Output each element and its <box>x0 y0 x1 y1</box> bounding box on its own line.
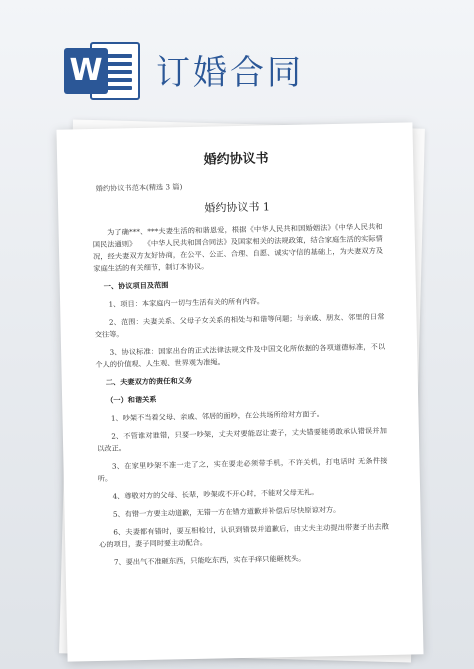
paragraph: 3、协议标准：国家出台的正式法律法规文件及中国文化所依据的各项道德标准，不以个人的价值观、人生观、世界观为准绳。 <box>95 341 386 370</box>
document-content <box>91 151 390 575</box>
paragraph: 5、有错一方要主动道歉，无错一方在错方道歉并补偿后尽快原谅对方。 <box>112 504 341 519</box>
paragraph: 6、夫妻都有错时，要互相检讨，认识到错误并道歉后，由丈夫主动提出带妻子出去散心的项目，妻子同时要主动配合。 <box>99 521 389 549</box>
section-heading: （一）和谐关系 <box>106 394 157 405</box>
section-heading: 二、夫妻双方的责任和义务 <box>105 376 193 387</box>
paragraph: 7、要出气不准砸东西，只能吃东西，实在手痒只能砸枕头。 <box>113 553 306 567</box>
paragraph: 1、项目：本家庭内一切与生活有关的所有内容。 <box>108 296 265 309</box>
paragraph: 2、不管谁对谁错，只要一吵架，丈夫对要能忍让妻子，丈夫错要能勇敢承认错误并加以改正。 <box>97 425 387 454</box>
section-heading: 一、协议项目及范围 <box>103 280 169 291</box>
paragraph: 1、吵架不当着父母、亲戚、邻居的面吵，在公共场所给对方面子。 <box>110 409 324 423</box>
word-icon-letter: W <box>64 48 108 94</box>
section-heading: 婚约协议书 1 <box>204 200 271 215</box>
header <box>0 0 474 120</box>
page-title: 订婚合同 <box>156 53 304 93</box>
document-body <box>93 221 390 569</box>
paragraph: 4、尊敬对方的父母、长辈，吵架或不开心时，不能对父母无礼。 <box>112 487 319 501</box>
paragraph: 2、范围：夫妻关系、父母子女关系的相处与和谐等问题；与亲戚、朋友、邻里的日常交往等。 <box>94 311 385 340</box>
document-subtitle: 婚约协议书范本(精选 3 篇) <box>95 182 183 193</box>
paragraph: 为了确***、***夫妻生活的和谐恩爱，根据《中华人民共和国婚姻法》《中华人民共和国民法通则》 《中华人民共和国合同法》及国家相关的法规政策，结合家庭生活的实际情况，经夫妻双方友好协商，在公平、公正、合理、自愿、诚实守信的基础上，为夫妻双方及家庭生活的有关细节，制订本协议。 <box>92 221 384 274</box>
document-title: 婚约协议书 <box>203 151 269 168</box>
paragraph: 3、在家里吵架不准一走了之，实在要走必须带手机，不许关机，打电话时 无条件接听。 <box>97 455 388 483</box>
word-document-icon <box>64 40 142 104</box>
document-page <box>56 122 423 661</box>
